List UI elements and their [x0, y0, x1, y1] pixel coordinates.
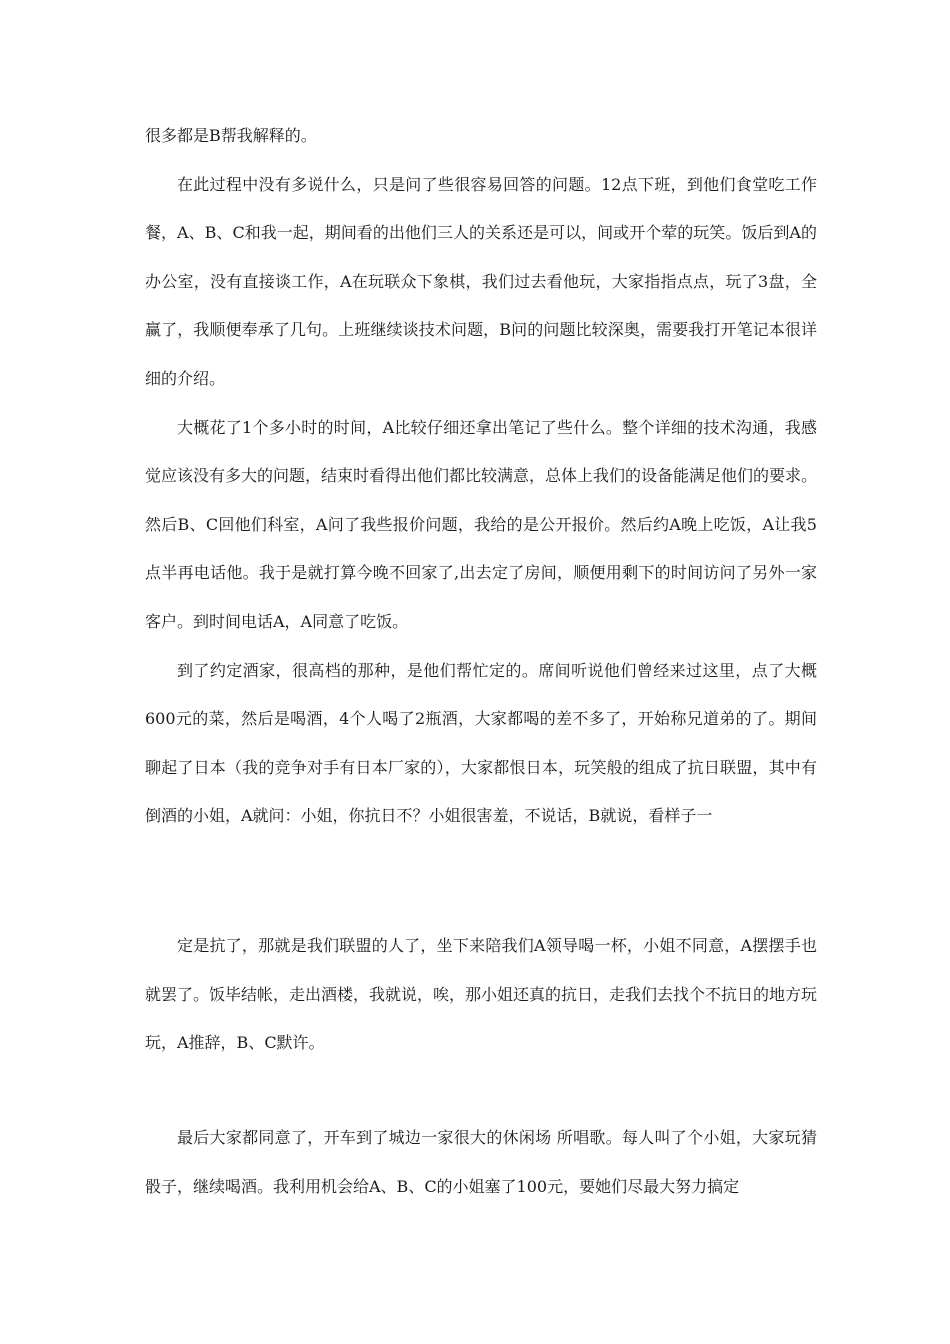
paragraph-6: 最后大家都同意了，开车到了城边一家很大的休闲场 所唱歌。每人叫了个小姐，大家玩猜骰子，继续喝酒。我利用机会给A、B、C的小姐塞了100元，要她们尽最大努力搞定: [145, 1128, 817, 1196]
paragraph-1: 很多都是B帮我解释的。: [145, 126, 317, 145]
paragraph-3: 大概花了1个多小时的时间，A比较仔细还拿出笔记了些什么。整个详细的技术沟通，我感觉应该没有多大的问题，结束时看得出他们都比较满意，总体上我们的设备能满足他们的要求。然后B、C回他们科室，A问了我些报价问题，我给的是公开报价。然后约A晚上吃饭，A让我5点半再电话他。我于是就打算今晚不回家了,出去定了房间，顺便用剩下的时间访问了另外一家客户。到时间电话A，A同意了吃饭。: [145, 417, 818, 631]
paragraph-2: 在此过程中没有多说什么，只是问了些很容易回答的问题。12点下班，到他们食堂吃工作餐，A、B、C和我一起，期间看的出他们三人的关系还是可以，间或开个荤的玩笑。饭后到A的办公室，没有直接谈工作，A在玩联众下象棋，我们过去看他玩，大家指指点点，玩了3盘，全赢了，我顺便奉承了几句。上班继续谈技术问题，B问的问题比较深奥，需要我打开笔记本很详细的介绍。: [145, 174, 817, 388]
text-block-middle: [145, 922, 817, 1068]
text-block-bottom: [145, 1114, 817, 1211]
paragraph-5: 定是抗了，那就是我们联盟的人了，坐下来陪我们A领导喝一杯，小姐不同意，A摆摆手也就罢了。饭毕结帐，走出酒楼，我就说，唉，那小姐还真的抗日，走我们去找个不抗日的地方玩玩，A推辞，B、C默许。: [145, 936, 818, 1053]
text-block-top: [145, 112, 817, 841]
paragraph-4: 到了约定酒家，很高档的那种，是他们帮忙定的。席间听说他们曾经来过这里，点了大概600元的菜，然后是喝酒，4个人喝了2瓶酒，大家都喝的差不多了，开始称兄道弟的了。期间聊起了日本（我的竞争对手有日本厂家的），大家都恨日本，玩笑般的组成了抗日联盟，其中有倒酒的小姐，A就问：小姐，你抗日不？小姐很害羞，不说话，B就说，看样子一: [145, 660, 817, 826]
